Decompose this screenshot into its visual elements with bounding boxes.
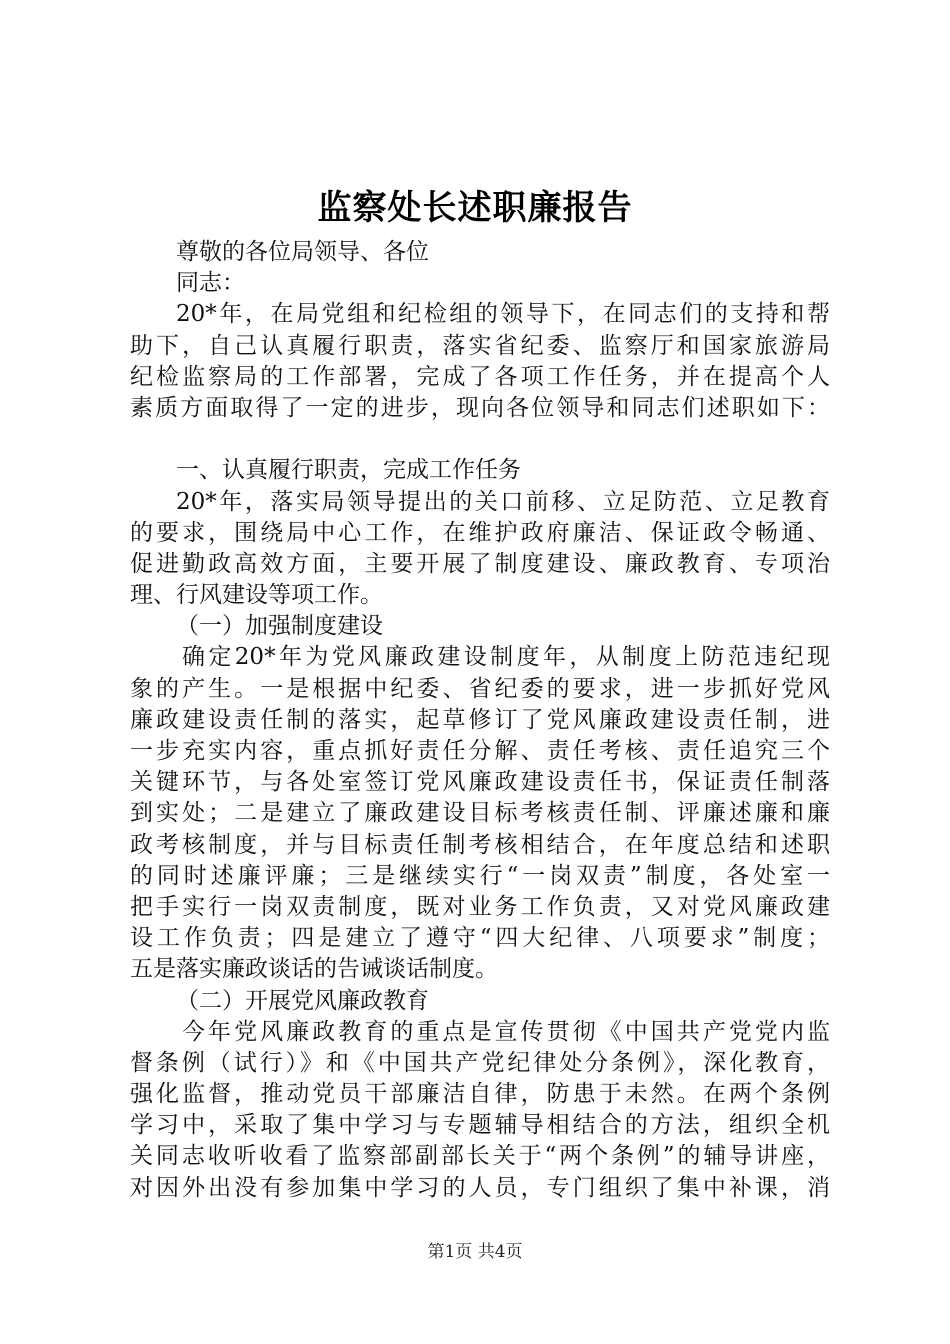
text-line: 20*年，落实局领导提出的关口前移、立足防范、立足教育 (176, 488, 830, 515)
text-line: 理、行风建设等项工作。 (130, 582, 383, 609)
text-line: 促进勤政高效方面，主要开展了制度建设、廉政教育、专项治 (130, 550, 830, 577)
text-line: 一步充实内容，重点抓好责任分解、责任考核、责任追究三个 (130, 738, 830, 764)
text-line: 设工作负责；四是建立了遵守“四大纪律、八项要求”制度； (130, 925, 830, 952)
page-number: 第1页 共4页 (427, 1242, 523, 1262)
text-line: 象的产生。一是根据中纪委、省纪委的要求，进一步抓好党风 (130, 675, 830, 702)
text-line: 把手实行一岗双责制度，既对业务工作负责，又对党风廉政建 (130, 893, 830, 920)
paragraph-gap (130, 424, 830, 455)
text-line: 关同志收听收看了监察部副部长关于“两个条例”的辅导讲座， (130, 1143, 830, 1170)
text-line: 到实处；二是建立了廉政建设目标考核责任制、评廉述廉和廉 (130, 800, 830, 827)
text-line: 20*年，在局党组和纪检组的领导下，在同志们的支持和帮 (176, 301, 830, 328)
text-line: 尊敬的各位局领导、各位 (176, 239, 429, 265)
text-line: 确定20*年为党风廉政建设制度年，从制度上防范违纪现 (182, 644, 830, 671)
text-line: 同志： (176, 270, 245, 297)
text-line: 督条例（试行）》和《中国共产党纪律处分条例》，深化教育， (130, 1049, 830, 1076)
text-line: 廉政建设责任制的落实，起草修订了党风廉政建设责任制，进 (130, 706, 830, 733)
text-line: 的要求，围绕局中心工作，在维护政府廉洁、保证政令畅通、 (130, 519, 830, 546)
page-title: 监察处长述职廉报告 (317, 188, 633, 228)
text-line: 的同时述廉评廉；三是继续实行“一岗双责”制度，各处室一 (130, 862, 830, 889)
text-line: 政考核制度，并与目标责任制考核相结合，在年度总结和述职 (130, 831, 830, 858)
text-line: 助下，自己认真履行职责，落实省纪委、监察厅和国家旅游局 (130, 332, 830, 359)
subsection-heading: （二）开展党风廉政教育 (176, 987, 429, 1014)
text-line: 强化监督，推动党员干部廉洁自律，防患于未然。在两个条例 (130, 1081, 830, 1108)
text-line: 学习中，采取了集中学习与专题辅导相结合的方法，组织全机 (130, 1112, 830, 1139)
text-line: 素质方面取得了一定的进步，现向各位领导和同志们述职如下： (130, 394, 830, 421)
subsection-heading: （一）加强制度建设 (176, 613, 383, 640)
text-line: 关键环节，与各处室签订党风廉政建设责任书，保证责任制落 (130, 769, 830, 796)
text-line: 纪检监察局的工作部署，完成了各项工作任务，并在提高个人 (130, 363, 830, 390)
text-line: 对因外出没有参加集中学习的人员，专门组织了集中补课，消 (130, 1174, 830, 1201)
section-heading: 一、认真履行职责，完成工作任务 (176, 457, 521, 484)
text-line: 五是落实廉政谈话的告诫谈话制度。 (130, 956, 498, 983)
document-body (130, 237, 830, 1204)
text-line: 今年党风廉政教育的重点是宣传贯彻《中国共产党党内监 (182, 1018, 830, 1045)
